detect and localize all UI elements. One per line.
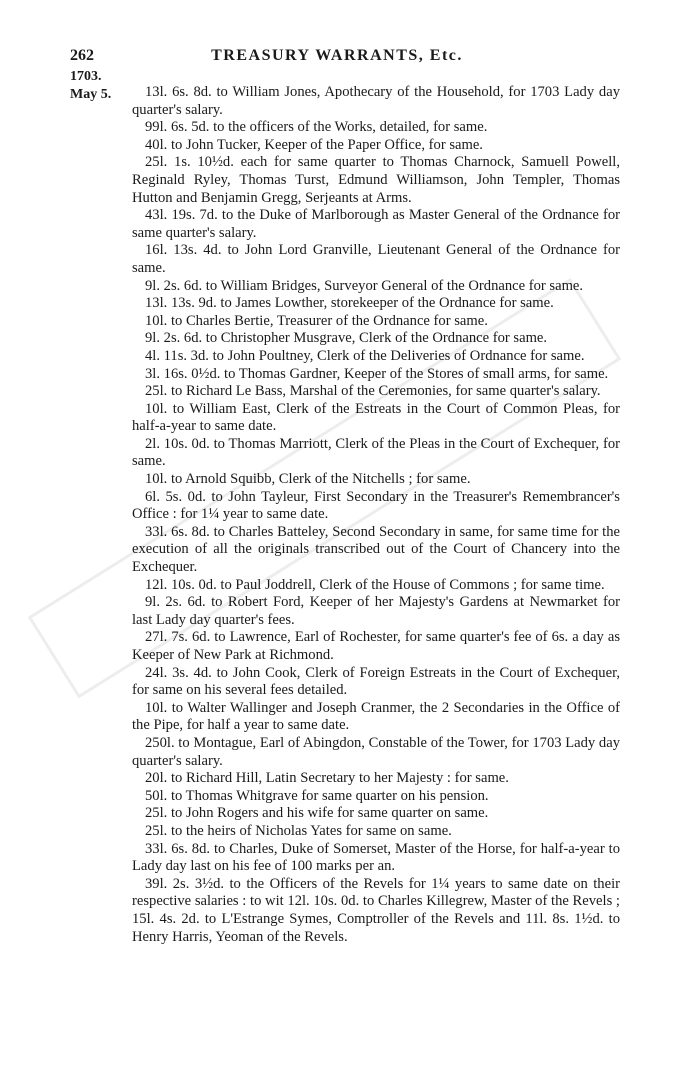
page-number: 262 [70,47,94,64]
warrant-entry: 20l. to Richard Hill, Latin Secretary to her Majesty : for same. [145,770,509,787]
warrant-entry: 10l. to Walter Wallinger and Joseph Cranmer, the 2 Secondaries in the Office of the Pipe, for half a year to same date. [132,699,620,734]
margin-note [70,68,111,104]
warrant-entry: 12l. 10s. 0d. to Paul Joddrell, Clerk of the House of Commons ; for same time. [145,576,605,593]
warrant-entry: 24l. 3s. 4d. to John Cook, Clerk of Foreign Estreats in the Court of Exchequer, for same on his several fees detailed. [132,664,620,699]
warrant-entry: 16l. 13s. 4d. to John Lord Granville, Lieutenant General of the Ordnance for same. [132,242,620,276]
warrant-entry: 99l. 6s. 5d. to the officers of the Works, detailed, for same. [145,119,488,136]
warrant-entry: 10l. to William East, Clerk of the Estreats in the Court of Common Pleas, for half-a-year to same date. [132,400,620,435]
warrant-entry: 25l. to the heirs of Nicholas Yates for same on same. [145,822,452,839]
margin-year: 1703. [70,69,102,84]
warrant-entry: 25l. 1s. 10½d. each for same quarter to Thomas Charnock, Samuell Powell, Reginald Ryley, Thomas Turst, Edmund Williamson, John Templer, Thomas Hutton and Benjamin Gregg, Serjeants at Arms. [132,154,620,206]
warrant-entry: 9l. 2s. 6d. to Christopher Musgrave, Clerk of the Ordnance for same. [145,330,548,347]
warrant-entry: 27l. 7s. 6d. to Lawrence, Earl of Rochester, for same quarter's fee of 6s. a day as Keeper of New Park at Richmond. [132,629,620,663]
warrant-entry: 13l. 13s. 9d. to James Lowther, storekeeper of the Ordnance for same. [145,295,554,312]
warrant-entry: 4l. 11s. 3d. to John Poultney, Clerk of the Deliveries of Ordnance for same. [145,347,585,364]
margin-date: May 5. [70,87,112,102]
warrant-entry: 33l. 6s. 8d. to Charles, Duke of Somerset, Master of the Horse, for half-a-year to Lady day last on his fee of 100 marks per an. [132,840,620,875]
warrant-entry: 3l. 16s. 0½d. to Thomas Gardner, Keeper of the Stores of small arms, for same. [145,365,609,382]
warrant-entry: 40l. to John Tucker, Keeper of the Paper Office, for same. [145,136,483,153]
warrant-entry: 10l. to Arnold Squibb, Clerk of the Nitchells ; for same. [145,471,471,488]
warrant-entry: 39l. 2s. 3½d. to the Officers of the Revels for 1¼ years to same date on their respective salaries : to wit 12l. 10s. 0d. to Charles Killegrew, Master of the Revels ; 15l. 4s. 2d. to L'Estrange Symes, Comptroller of the Revels and 11l. 8s. 1½d. to Henry Harris, Yeoman of the Revels. [132,875,620,945]
entries-body [132,84,620,946]
warrant-entry: 25l. to John Rogers and his wife for same quarter on same. [145,805,489,822]
warrant-entry: 9l. 2s. 6d. to Robert Ford, Keeper of her Majesty's Gardens at Newmarket for last Lady day quarter's fees. [132,594,620,628]
warrant-entry: 9l. 2s. 6d. to William Bridges, Surveyor General of the Ordnance for same. [145,277,584,294]
warrant-entry: 10l. to Charles Bertie, Treasurer of the Ordnance for same. [145,312,488,329]
warrant-entry: 50l. to Thomas Whitgrave for same quarter on his pension. [145,787,489,804]
running-title: TREASURY WARRANTS, Etc. [211,47,463,64]
warrant-entry: 43l. 19s. 7d. to the Duke of Marlborough as Master General of the Ordnance for same quarter's salary. [132,207,620,241]
warrant-entry: 2l. 10s. 0d. to Thomas Marriott, Clerk of the Pleas in the Court of Exchequer, for same. [132,435,620,470]
warrant-entry: 33l. 6s. 8d. to Charles Batteley, Second Secondary in same, for same time for the execution of all the originals transcribed out of the Court of Chancery into the Exchequer. [132,523,620,576]
warrant-entry: 13l. 6s. 8d. to William Jones, Apothecary of the Household, for 1703 Lady day quarter's salary. [132,84,620,118]
warrant-entry: 250l. to Montague, Earl of Abingdon, Constable of the Tower, for 1703 Lady day quarter's salary. [132,734,620,769]
warrant-entry: 6l. 5s. 0d. to John Tayleur, First Secondary in the Treasurer's Remembrancer's Office : for 1¼ year to same date. [132,488,620,523]
warrant-entry: 25l. to Richard Le Bass, Marshal of the Ceremonies, for same quarter's salary. [145,383,601,400]
